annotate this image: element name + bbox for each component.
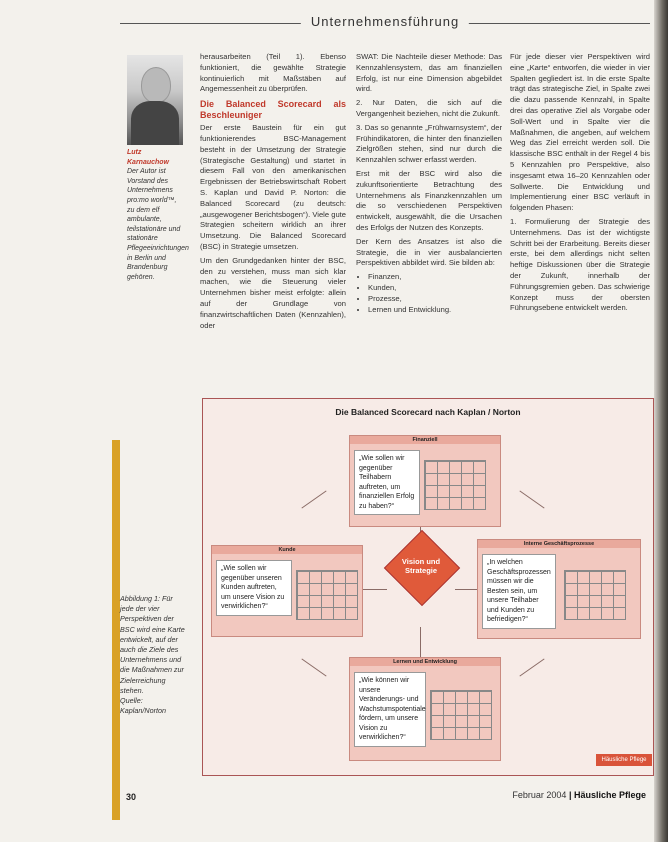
author-bio: Der Autor ist Vorstand des Unternehmens pro:mo world™, zu dem elf ambulante, teilstationäre und stationäre Pflegeeinrichtungen in Berlin und Brandenburg gehören. [127, 168, 189, 281]
process-perspective-box [477, 539, 641, 639]
process-question: „In welchen Geschäftsprozessen müssen wir die Besten sein, um unsere Teilhaber und Kunden zu befriedigen?“ [482, 554, 556, 629]
text-column-1 [200, 52, 346, 334]
col2-paragraph-2: 2. Nur Daten, die sich auf die Vergangenheit beziehen, nicht die Zukunft. [356, 98, 502, 118]
author-name: Lutz Karnauchow [127, 149, 170, 166]
arrow-down [420, 627, 421, 657]
col2-paragraph-4: Erst mit der BSC wird also die zukunftsorientierte Betrachtung des Unternehmens als Finanzkennzahlen um die so verschiedenen Perspektiven entwickelt, ausgewählt, die die Ursachen des Erfolgs der Nutzen des Konzepts. [356, 168, 502, 232]
customer-scorecard-grid [296, 570, 358, 620]
page-footer: Februar 2004 | Häusliche Pflege [512, 790, 646, 800]
section-title: Unternehmensführung [301, 14, 469, 29]
figure-source: Quelle: Kaplan/Norton [120, 696, 166, 716]
author-photo [127, 55, 183, 145]
col1-subheading: Die Balanced Scorecard als Beschleuniger [200, 99, 346, 121]
list-item: • Finanzen, [368, 272, 502, 283]
learning-scorecard-grid [430, 690, 492, 740]
magazine-tag: Häusliche Pflege [596, 754, 652, 766]
page-edge-mark [112, 440, 120, 820]
author-caption [127, 148, 189, 282]
text-column-3 [510, 52, 650, 317]
arrow-diag-bottom-right [519, 658, 544, 676]
page-number: 30 [126, 792, 137, 802]
finance-scorecard-grid [424, 460, 486, 510]
text-column-2 [356, 52, 502, 315]
bsc-figure [202, 398, 654, 776]
customer-perspective-box [211, 545, 363, 637]
finance-label: Finanziell [350, 436, 500, 444]
process-label: Interne Geschäftsprozesse [478, 540, 640, 548]
col3-paragraph-1: Für jede dieser vier Perspektiven wird eine „Karte“ entworfen, die wieder in vier Spalten gegliedert ist. In die erste Spalte trägt das strategische Ziel, in Spalte zwei die dazu passende Kennzahl, in Spalte drei das operative Ziel als Vorgabe oder Soll-Wert und in Spalte vier die Maßnahmen, die angeben, auf welchem Weg das Ziel erreicht werden soll. Die klassische BSC enthält in der Regel 4 bis 5 Kennzahlen pro Perspektive, also insgesamt etwa 16–20 Kennzahlen oder Sollwerte. Die Entwicklung und Implementierung einer BSC verläuft in folgenden Phasen: [510, 52, 650, 213]
list-item: • Lernen und Entwicklung. [368, 305, 502, 316]
arrow-right [455, 589, 477, 590]
learning-question: „Wie können wir unsere Veränderungs- und Wachstumspotentiale fördern, um unsere Vision zu verwirklichen?“ [354, 672, 426, 747]
arrow-diag-top-left [301, 490, 326, 508]
vision-strategy-label: Vision und Strategie [401, 557, 441, 575]
learning-label: Lernen und Entwicklung [350, 658, 500, 666]
col2-paragraph-3: 3. Das so genannte „Frühwarnsystem“, der Frühindikatoren, die hinter den finanziellen Zielgrößen stehen, sind nur durch die Kennzahlen schwer erfasst werden. [356, 122, 502, 165]
process-scorecard-grid [564, 570, 626, 620]
learning-perspective-box [349, 657, 501, 761]
col1-paragraph-1: herausarbeiten (Teil 1). Ebenso funktioniert, die gewählte Strategie kontinuierlich mit Maßstäben auf Angemessenheit zu überprüfen. [200, 52, 346, 94]
arrow-diag-top-right [519, 490, 544, 508]
figure-caption-text: Abbildung 1: Für jede der vier Perspektiven der BSC wird eine Karte entwickelt, auf der auch die Ziele des Unternehmens und die Maßnahmen zur Zielerreichung stehen. [120, 594, 185, 695]
figure-title: Die Balanced Scorecard nach Kaplan / Norton [335, 407, 521, 417]
finance-perspective-box [349, 435, 501, 527]
list-item: • Prozesse, [368, 294, 502, 305]
perspective-list [356, 272, 502, 315]
footer-magazine: Häusliche Pflege [573, 790, 646, 800]
author-photo-head [141, 67, 171, 103]
figure-caption [120, 594, 188, 716]
col2-paragraph-5: Der Kern des Ansatzes ist also die Strategie, die in vier ausbalancierten Perspektiven abbildet wird. Sie bilden ab: [356, 236, 502, 268]
page-header [120, 10, 650, 36]
list-item: • Kunden, [368, 283, 502, 294]
col1-paragraph-3: Um den Grundgedanken hinter der BSC, den zu verstehen, muss man sich klar machen, wie die Steuerung vieler Unternehmen bisher meist erfolgte: allein auf der Grundlage von finanzwirtschaftlichen Daten (Kennzahlen), oder [200, 255, 346, 330]
page-spine [654, 0, 668, 842]
footer-issue: Februar 2004 [512, 790, 567, 800]
col3-paragraph-2: 1. Formulierung der Strategie des Unternehmens. Das ist der wichtigste Schritt bei der Erarbeitung. Bereits dieser erste, bei dem allerdings nicht selten heftige Diskussionen über die Strategie der Zukunft, innerhalb der Führungsgremien geben. Das schwierige Konzept muss der obersten Führungsebene entwickelt werden. [510, 216, 650, 313]
customer-label: Kunde [212, 546, 362, 554]
arrow-diag-bottom-left [301, 658, 326, 676]
arrow-left [363, 589, 387, 590]
author-photo-body [131, 101, 179, 145]
col1-paragraph-2: Der erste Baustein für ein gut funktionierendes BSC-Management besteht in der Umsetzung der Strategie (Strategische Gestaltung) und startet in diesem Fall von den amerikanischen Ergebnissen der Betriebswirtschaft Robert S. Kaplan und David P. Norton: die Balanced Scorecard (zu deutsch: „ausgewogener Berichtsbogen“). Viele gute Strategien scheitern wirklich an ihrer Umsetzung. Die Balanced Scorecard (BSC) in Strategie umsetzen. [200, 123, 346, 251]
customer-question: „Wie sollen wir gegenüber unseren Kunden auftreten, um unsere Vision zu verwirklichen?“ [216, 560, 292, 616]
col2-paragraph-1: SWAT: Die Nachteile dieser Methode: Das Kennzahlensystem, das am finanziellen Erfolg, ist nur eine Dimension abgebildet wird. [356, 52, 502, 94]
finance-question: „Wie sollen wir gegenüber Teilhabern auftreten, um finanziellen Erfolg zu haben?“ [354, 450, 420, 515]
